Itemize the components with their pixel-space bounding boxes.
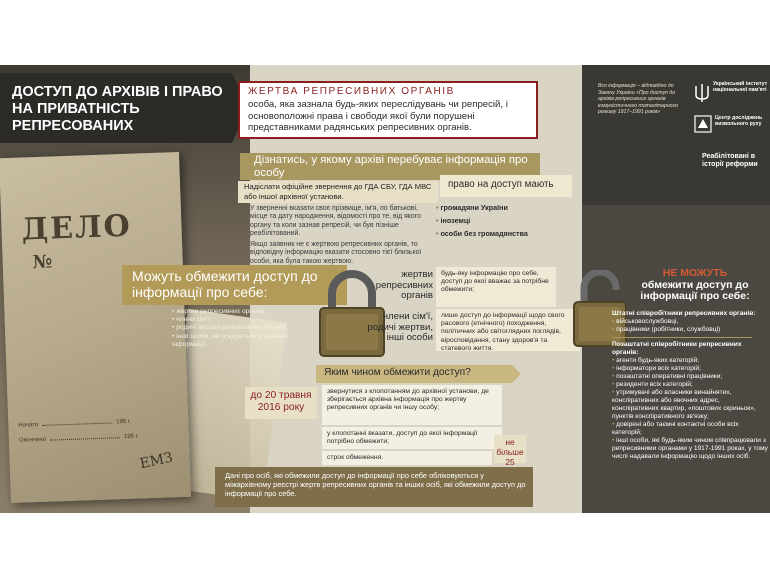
can-restrict-list <box>172 308 322 349</box>
nonstaff-heading: Позаштатні співробітники репресивних органів: <box>612 341 742 356</box>
register-note-band <box>215 467 533 507</box>
request-text: Надіслати офіційне звернення до ГДА СБУ, ГДА МВС або іншої архівної установи. <box>244 182 432 201</box>
title-block <box>0 73 232 143</box>
rights-item: • іноземці <box>436 216 576 225</box>
nonstaff-item: • довірені або таємні контактні особи всіх категорій; <box>612 421 768 437</box>
victims-row <box>436 267 556 307</box>
victim-definition <box>238 81 538 139</box>
folder-ended-year: 195 г. <box>123 433 139 441</box>
request-box <box>238 181 438 203</box>
rights-heading-box <box>440 175 572 197</box>
family-row <box>436 309 580 351</box>
victim-text: особа, яка зазнала будь-яких переслідувань чи репресій, і основоположні права і свободи якої були порушені представниками радянських репресивних органів. <box>248 99 508 133</box>
step-1-box <box>322 385 502 425</box>
can-item: • інші особи, які згадуються у архівній інформації. <box>172 333 322 349</box>
folder-ended-line <box>19 434 139 444</box>
date-box <box>245 387 317 419</box>
folder-started-year: 195 г. <box>116 418 132 426</box>
folder-started-line <box>18 419 131 429</box>
how-arrow <box>512 365 521 383</box>
can-restrict-heading: Можуть обмежити доступ до інформації про себе: <box>132 268 318 300</box>
family-label: члени сім'ї, родичі жертви, інші особи <box>367 311 433 343</box>
step-3: строк обмеження. <box>327 454 384 461</box>
step-2: у клопотанні вказати, доступ до якої інформації потрібно обмежити; <box>327 430 478 446</box>
deadline-date: до 20 травня 2016 року <box>250 390 312 413</box>
victims-label: жертви репресивних органів <box>375 269 433 301</box>
divider <box>612 337 752 338</box>
research-center-logo-text: Центр досліджень визвольного руху <box>715 115 763 128</box>
folder-number: № <box>32 251 53 274</box>
institute-logo-text: Український інститут національної пам'яті <box>713 81 768 94</box>
infographic <box>0 65 770 513</box>
cannot-list <box>612 307 768 461</box>
nonstaff-item: • позаштатні оперативні працівники; <box>612 373 768 381</box>
how-band <box>316 365 512 383</box>
law-note: Вся інформація – відповідно до Закону України «Про доступ до архівів репресивних органів комуністичного тоталітарного режиму 1917–1991 років» <box>598 83 678 115</box>
folder-started-label: Начато <box>18 422 39 429</box>
limit-text: не більше 25 <box>496 437 524 467</box>
cannot-rest: обмежити доступ до інформації про себе: <box>640 278 750 302</box>
research-center-logo-icon <box>694 115 712 133</box>
detail-1: У зверненні вказати своє прізвище, ім'я, по батькові, місце та дату народження, відомості про те, від якого органу та коли зазнав репресій, чи був пізніше реабілітований. <box>250 205 421 237</box>
nonstaff-item: • утримувачі або власники винайнятих, конспіративних або явочних адрес, конспіративних квартир, «поштових скриньок», пунктів конспіративного зв'язку; <box>612 389 768 421</box>
step-2-box <box>322 427 502 449</box>
reform-logo-text: Реабілітовані в історії реформи <box>702 153 758 168</box>
rights-item: • громадяни України <box>436 203 576 212</box>
can-item: • жертви репресивних органів; <box>172 308 322 316</box>
staff-item: • військовослужбовці, <box>612 318 768 326</box>
rights-heading: право на доступ мають <box>448 179 554 190</box>
step-3-box <box>322 451 492 465</box>
cannot-prefix: НЕ МОЖУТЬ <box>662 267 728 279</box>
page-title: ДОСТУП ДО АРХІВІВ І ПРАВО НА ПРИВАТНІСТЬ РЕПРЕСОВАНИХ <box>12 84 223 134</box>
nonstaff-item: • інформатори всіх категорій; <box>612 365 768 373</box>
nonstaff-item: • інші особи, які будь-яким чином співпрацювали з репресивними органами у 1917-1991 роках, у тому числі надавали інформацію щодо інших осіб. <box>612 437 768 461</box>
staff-item: • працівники (робітники, службовці) <box>612 326 768 334</box>
nonstaff-item: • агенти будь-яких категорій; <box>612 357 768 365</box>
how-heading: Яким чином обмежити доступ? <box>324 367 471 378</box>
request-details <box>250 205 422 269</box>
staff-heading: Штатні співробітники репресивних органів: <box>612 310 756 317</box>
trident-logo-icon <box>694 83 710 103</box>
folder-ended-label: Окончено <box>18 436 47 444</box>
victim-heading: ЖЕРТВА РЕПРЕСИВНИХ ОРГАНІВ <box>248 86 455 97</box>
detail-2: Якщо заявник не є жертвою репресивних органів, то відповідну інформацію вказати стосовно тієї близької особи, яка була такою жертвою. <box>250 241 422 265</box>
cannot-heading <box>624 268 766 303</box>
rights-list <box>436 203 576 242</box>
step-1: звернутися з клопотанням до архівної установи, де зберігається архівна інформація про жертву репресивних органів чи іншу особу; <box>327 388 489 412</box>
learn-heading: Дізнатись, у якому архіві перебуває інформація про особу <box>254 154 528 179</box>
folder-label: ДЕЛО <box>20 208 133 248</box>
rights-item: • особи без громадянства <box>436 229 576 238</box>
can-item: • члени сім'ї; <box>172 316 322 324</box>
limit-box <box>494 435 526 467</box>
folder-stamp: ЕМЗ <box>138 449 175 473</box>
can-item: • родичі жертви репресивних органів; <box>172 324 322 332</box>
nonstaff-item: • резиденти всіх категорій; <box>612 381 768 389</box>
register-note: Дані про осіб, які обмежили доступ до інформації про себе обліковуються у міжархівному реєстрі жертв репресивних органів та інших осіб, які обмежили доступ до інформації про себе. <box>225 471 526 499</box>
archive-folder-image <box>0 152 191 503</box>
victims-text: будь-яку інформацію про себе, доступ до якої вважає за потрібне обмежити; <box>441 270 549 294</box>
right-sidebar <box>582 65 770 513</box>
family-text: лише доступ до інформації щодо свого расового (етнічного) походження, політичних або світоглядних поглядів, віросповідання, стану здоров'я та статевого життя. <box>441 312 565 352</box>
